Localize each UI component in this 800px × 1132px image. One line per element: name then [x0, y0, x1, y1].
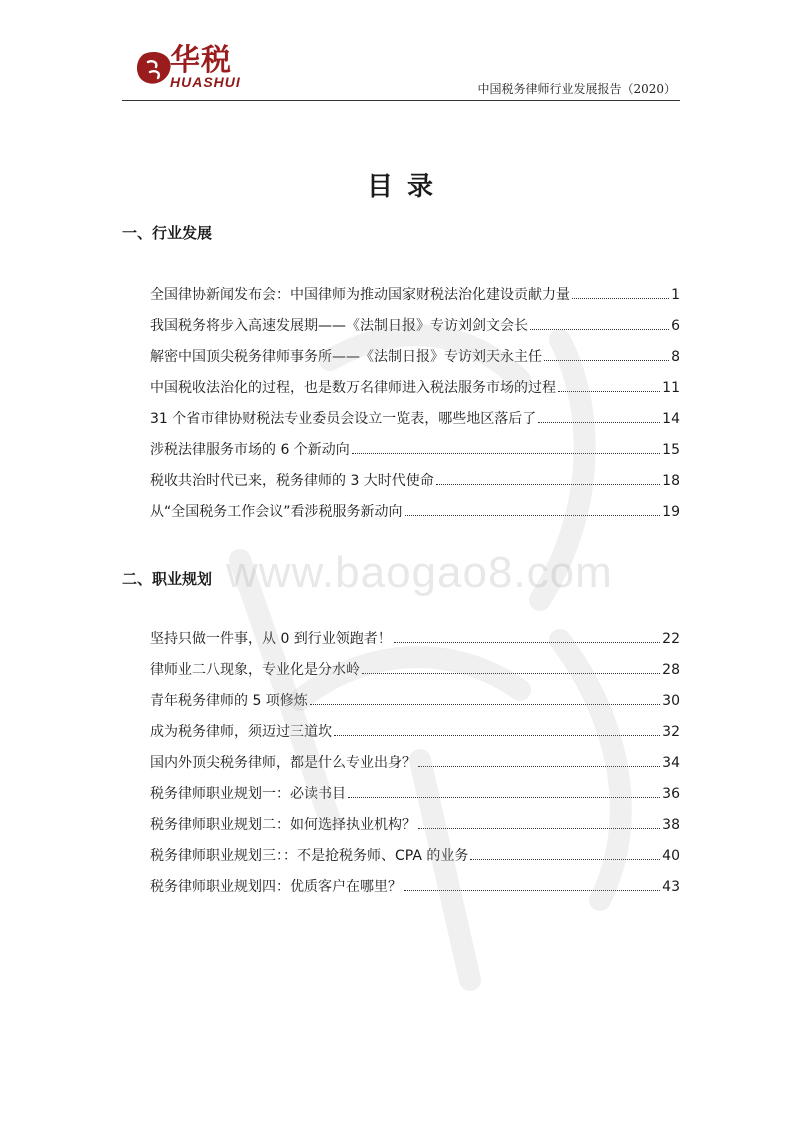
dot-leader — [436, 483, 660, 485]
toc-entry[interactable] — [150, 659, 680, 690]
header-divider — [122, 100, 680, 101]
toc-list-career — [150, 628, 680, 907]
toc-entry-title: 坚持只做一件事，从 0 到行业领跑者！ — [150, 631, 392, 647]
toc-entry[interactable] — [150, 783, 680, 814]
toc-entry[interactable] — [150, 284, 680, 315]
logo-english-text: HUASHUI — [170, 74, 241, 90]
toc-entry[interactable] — [150, 470, 680, 501]
toc-entry[interactable] — [150, 628, 680, 659]
toc-entry-title: 中国税收法治化的过程，也是数万名律师进入税法服务市场的过程 — [150, 380, 556, 396]
toc-entry-page: 6 — [671, 318, 680, 334]
toc-entry-page: 43 — [662, 879, 680, 895]
toc-entry-page: 18 — [662, 473, 680, 489]
toc-entry-title: 税务律师职业规划四：优质客户在哪里？ — [150, 879, 402, 895]
toc-entry[interactable] — [150, 845, 680, 876]
section-heading-career: 二、职业规划 — [122, 570, 213, 588]
toc-entry-page: 22 — [662, 631, 680, 647]
toc-entry-title: 涉税法律服务市场的 6 个新动向 — [150, 442, 350, 458]
toc-entry-page: 30 — [662, 693, 680, 709]
toc-entry-title: 青年税务律师的 5 项修炼 — [150, 693, 308, 709]
toc-entry-title: 税务律师职业规划一：必读书目 — [150, 786, 346, 802]
dot-leader — [558, 390, 660, 392]
toc-entry-page: 1 — [671, 287, 680, 303]
toc-entry-page: 28 — [662, 662, 680, 678]
toc-entry-page: 11 — [662, 380, 680, 396]
dot-leader — [418, 827, 660, 829]
dot-leader — [394, 641, 660, 643]
toc-entry[interactable] — [150, 814, 680, 845]
toc-entry-page: 15 — [662, 442, 680, 458]
toc-entry-title: 税务律师职业规划二：如何选择执业机构？ — [150, 817, 416, 833]
toc-entry-title: 解密中国顶尖税务律师事务所——《法制日报》专访刘天永主任 — [150, 349, 542, 365]
toc-entry-page: 36 — [662, 786, 680, 802]
dot-leader — [404, 889, 660, 891]
dot-leader — [405, 514, 661, 516]
dot-leader — [362, 672, 660, 674]
toc-entry-title: 税务律师职业规划三：：不是抢税务师、CPA 的业务 — [150, 848, 469, 864]
toc-entry[interactable] — [150, 315, 680, 346]
toc-entry-title: 全国律协新闻发布会：中国律师为推动国家财税法治化建设贡献力量 — [150, 287, 570, 303]
report-title: 中国税务律师行业发展报告（2020） — [477, 82, 676, 96]
toc-entry-page: 19 — [662, 504, 680, 520]
logo-chinese-text: 华税 — [170, 43, 232, 78]
section-heading-industry: 一、行业发展 — [122, 224, 213, 242]
toc-entry[interactable] — [150, 408, 680, 439]
toc-entry-page: 38 — [662, 817, 680, 833]
toc-entry-page: 34 — [662, 755, 680, 771]
dot-leader — [470, 858, 660, 860]
dot-leader — [572, 297, 669, 299]
toc-entry[interactable] — [150, 439, 680, 470]
toc-entry[interactable] — [150, 690, 680, 721]
toc-entry-page: 8 — [671, 349, 680, 365]
watermark-url: www.baogao8.com — [226, 548, 613, 597]
toc-entry-title: 我国税务将步入高速发展期——《法制日报》专访刘剑文会长 — [150, 318, 528, 334]
dot-leader — [348, 796, 660, 798]
page-header — [0, 0, 800, 104]
huashui-logo — [136, 44, 296, 94]
toc-entry[interactable] — [150, 377, 680, 408]
toc-entry-title: 成为税务律师，须迈过三道坎 — [150, 724, 332, 740]
toc-entry-page: 40 — [662, 848, 680, 864]
dot-leader — [352, 452, 660, 454]
toc-entry-title: 国内外顶尖税务律师，都是什么专业出身？ — [150, 755, 416, 771]
toc-entry-title: 从“全国税务工作会议”看涉税服务新动向 — [150, 504, 403, 520]
dot-leader — [544, 359, 669, 361]
toc-entry-title: 律师业二八现象，专业化是分水岭 — [150, 662, 360, 678]
toc-entry[interactable] — [150, 721, 680, 752]
toc-entry-page: 32 — [662, 724, 680, 740]
toc-entry-page: 14 — [662, 411, 680, 427]
dot-leader — [530, 328, 669, 330]
toc-list-industry — [150, 284, 680, 532]
toc-entry[interactable] — [150, 752, 680, 783]
toc-entry[interactable] — [150, 346, 680, 377]
toc-entry[interactable] — [150, 501, 680, 532]
dot-leader — [334, 734, 660, 736]
dot-leader — [418, 765, 660, 767]
toc-entry-title: 税收共治时代已来，税务律师的 3 大时代使命 — [150, 473, 434, 489]
toc-entry-title: 31 个省市律协财税法专业委员会设立一览表，哪些地区落后了 — [150, 411, 537, 427]
dot-leader — [538, 421, 660, 423]
toc-entry[interactable] — [150, 876, 680, 907]
dot-leader — [310, 703, 660, 705]
page-title: 目录 — [366, 172, 447, 202]
